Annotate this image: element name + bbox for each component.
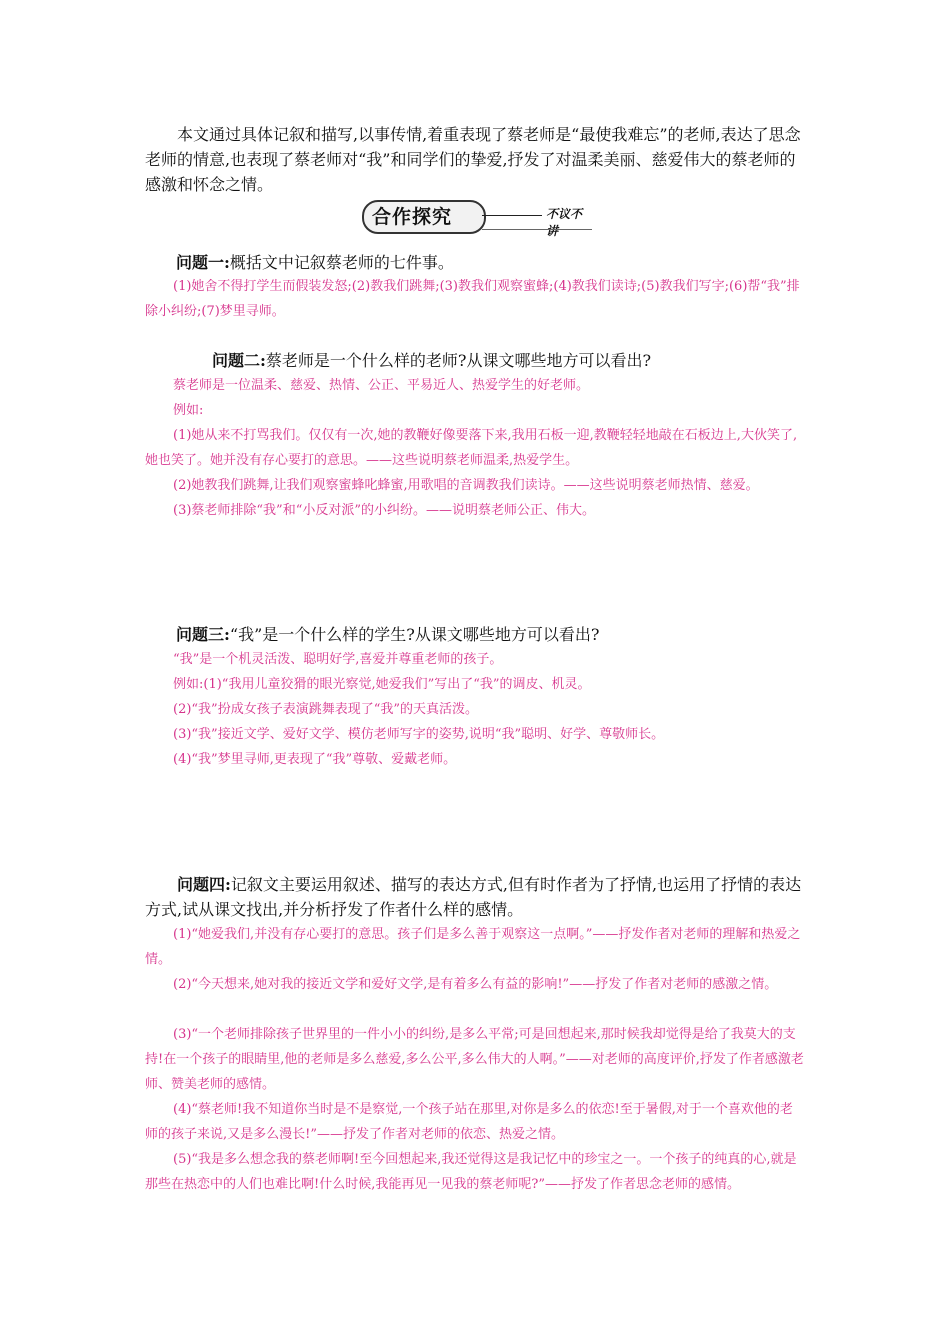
answer-4-item-5: (5)“我是多么想念我的蔡老师啊!至今回想起来,我还觉得这是我记忆中的珍宝之一。一个孩子的纯真的心,就是那些在热恋中的人们也难比啊!什么时候,我能再见一见我的蔡老师呢?”——抒发了作者思念老师的感情。: [145, 1152, 797, 1192]
answer-2-line-5: (3)蔡老师排除“我”和“小反对派”的小纠纷。——说明蔡老师公正、伟大。: [173, 503, 595, 518]
answer-3-line-4: (3)“我”接近文学、爱好文学、模仿老师写字的姿势,说明“我”聪明、好学、尊敬师长。: [173, 727, 665, 742]
answer-3-line-3: (2)“我”扮成女孩子表演跳舞表现了“我”的天真活泼。: [173, 702, 478, 717]
section-banner: [362, 196, 592, 238]
answer-4-item-1: (1)“她爱我们,并没有存心要打的意思。孩子们是多么善于观察这一点啊。”——抒发作者对老师的理解和热爱之情。: [145, 927, 801, 967]
question-4-text: 记叙文主要运用叙述、描写的表达方式,但有时作者为了抒情,也运用了抒情的表达方式,试从课文找出,并分析抒发了作者什么样的感情。: [145, 875, 802, 919]
answer-1: (1)她舍不得打学生而假装发怒;(2)教我们跳舞;(3)教我们观察蜜蜂;(4)教我们读诗;(5)教我们写字;(6)帮“我”排除小纠纷;(7)梦里寻师。: [145, 279, 800, 319]
answer-3-line-2: 例如:(1)“我用儿童狡猾的眼光察觉,她爱我们”写出了“我”的调皮、机灵。: [173, 677, 591, 692]
intro-paragraph: 本文通过具体记叙和描写,以事传情,着重表现了蔡老师是“最使我难忘”的老师,表达了思念老师的情意,也表现了蔡老师对“我”和同学们的挚爱,抒发了对温柔美丽、慈爱伟大的蔡老师的感激和怀念之情。: [145, 125, 801, 194]
answer-2-line-3: (1)她从来不打骂我们。仅仅有一次,她的教鞭好像要落下来,我用石板一迎,教鞭轻轻地敲在石板边上,大伙笑了,她也笑了。她并没有存心要打的意思。——这些说明蔡老师温柔,热爱学生。: [145, 428, 798, 468]
question-2-text: 蔡老师是一个什么样的老师?从课文哪些地方可以看出?: [265, 351, 652, 370]
answer-4-item-4: (4)“蔡老师!我不知道你当时是不是察觉,一个孩子站在那里,对你是多么的依恋!至于暑假,对于一个喜欢他的老师的孩子来说,又是多么漫长!”——抒发了作者对老师的依恋、热爱之情。: [145, 1102, 793, 1142]
question-4: [145, 872, 807, 922]
answer-4-item-2: (2)“今天想来,她对我的接近文学和爱好文学,是有着多么有益的影响!”——抒发了作者对老师的感激之情。: [173, 977, 778, 992]
question-1-text: 概括文中记叙蔡老师的七件事。: [229, 253, 454, 272]
answer-2-line-2: 例如:: [173, 403, 204, 418]
answer-3-line-5: (4)“我”梦里寻师,更表现了“我”尊敬、爱戴老师。: [173, 752, 457, 767]
banner-dash-line: [482, 215, 542, 216]
answer-2-line-4: (2)她教我们跳舞,让我们观察蜜蜂叱蜂蜜,用歌唱的音调教我们读诗。——这些说明蔡老师热情、慈爱。: [173, 478, 759, 493]
question-1: [176, 250, 806, 275]
question-3-label: 问题三:: [176, 625, 230, 644]
banner-underline: [482, 229, 592, 230]
answer-3-line-1: “我”是一个机灵活泼、聪明好学,喜爱并尊重老师的孩子。: [173, 652, 503, 667]
answer-2-line-1: 蔡老师是一位温柔、慈爱、热情、公正、平易近人、热爱学生的好老师。: [173, 378, 590, 393]
question-3: [176, 622, 806, 647]
answer-4-item-3: (3)“一个老师排除孩子世界里的一件小小的纠纷,是多么平常;可是回想起来,那时候我却觉得是给了我莫大的支持!在一个孩子的眼睛里,他的老师是多么慈爱,多么公平,多么伟大的人啊。”——对老师的高度评价,抒发了作者感激老师、赞美老师的感情。: [145, 1027, 804, 1092]
question-2: [212, 348, 806, 373]
question-1-label: 问题一:: [176, 253, 230, 272]
banner-title: 合作探究: [372, 206, 453, 228]
banner-subtitle: 不议不讲: [546, 207, 583, 238]
question-4-label: 问题四:: [177, 875, 231, 894]
question-2-label: 问题二:: [212, 351, 266, 370]
question-3-text: “我”是一个什么样的学生?从课文哪些地方可以看出?: [229, 625, 600, 644]
